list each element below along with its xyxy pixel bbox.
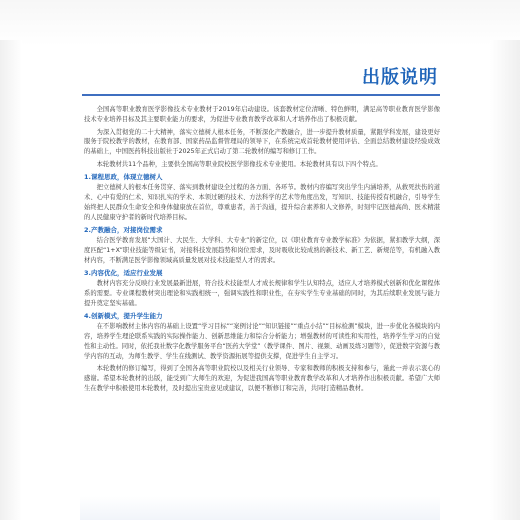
closing-paragraph: 本轮教材的修订编写，得到了全国各高等职业院校以及相关行业领导、专家和教师的积极支持和参与，谨此一并表示衷心的感谢。希望本轮教材的出版，能受到广大师生的欢迎，为促进我国高等职业教育教学改革和人才培养作出积极贡献。希望广大师生在教学中积极使用本轮教材，及时提出宝贵意见或建议，以便不断修订和完善，共同打造精品教材。	[84, 365, 440, 392]
section-paragraph: 把立德树人的根本任务贯穿、落实到教材建设全过程的各方面、各环节。教材内容编写突出学生内涵培养，从救死扶伤的道术、心中有爱的仁术、知识扎实的学术、本领过硬的技术、方法科学的艺术等角度出发，写知识、技能传授有机融合，引导学生始终把人民群众生命安全和身体健康放在首位，尊重患者，善于沟通，提升综合素养和人文修养，时刻牢记医德高尚、医术精湛的人民健康守护者的新时代培养目标。	[84, 184, 440, 221]
section-heading: 2.产教融合，对接岗位需求	[84, 225, 163, 234]
section-heading: 1.课程思政，体现立德树人	[84, 172, 163, 181]
intro-paragraph: 为深入贯彻党的二十大精神，落实立德树人根本任务，不断深化产教融合，进一步提升教材质量，紧跟学科发展，建设更好服务于院校教学的教材，在教育部、国家药品监督管理局的领导下，在系统完成首轮教材使用评估、全面总结教材建设经验成效的基础上，中国医药科技出版社于2025年正式启动了第二轮教材的编写和修订工作。	[84, 128, 440, 156]
section-heading: 4.创新模式，提升学生能力	[84, 311, 163, 320]
section-paragraph: 在不影响教材主体内容的基础上设置“学习目标”“案例讨论”“知识链接”“重点小结”“目标检测”模块，进一步优化各模块的内容，培养学生理论联系实践的实际操作能力、创新思维能力和综合分析能力；增强教材的可读性和实用性，培养学生学习的自觉性和主动性。同时，依托我社数字化教学服务平台“医药大学堂”（教学课件、图片、视频、动画及练习题等），促进数字资源与教学内容的互动，为师生教学、学生在线测试、教学资源拓展等提供支撑，促进学生自主学习。	[84, 323, 440, 360]
page-right-shading	[490, 40, 520, 520]
page-bottom-shading	[80, 496, 440, 520]
intro-paragraph: 全国高等职业教育医学影像技术专业教材于2019年启动建设。该套教材定位清晰、特色鲜明，满足高等职业教育医学影像技术专业培养目标及其主要职业能力的要求，为促进专业教育教学改革和人才培养作出了积极贡献。	[84, 106, 440, 123]
document-body	[84, 105, 440, 397]
title-divider	[82, 94, 440, 96]
page-title: 出版说明	[362, 67, 438, 88]
section-paragraph: 教材内容充分反映行业发展最新进展，符合技术技能型人才成长规律和学生认知特点，适应人才培养模式创新和优化课程体系的需要。专业课程教材突出理论和实践相统一，强调实践性和职业性，在夯实学生专业基础的同时，为其后续职业发展与能力提升奠定坚实基础。	[84, 280, 440, 307]
page-top-shading	[0, 0, 520, 46]
section-paragraph: 结合医学教育发展“大国计、大民生、大学科、大专业”的新定位，以《职业教育专业教学标准》为依据，紧扣教学大纲，深度匹配“1+X”职业技能等级证书，对接科技发展趋势和岗位需求，及时吸收比较成熟的新技术、新工艺、新规范等，有机融入教材内容，不断满足医学影像领域高质量发展对技术技能型人才的需求。	[84, 237, 440, 264]
page-left-shading	[0, 40, 22, 520]
section-heading: 3.内容优化，适应行业发展	[84, 268, 163, 277]
intro-paragraph: 本轮教材共11个品种，主要供全国高等职业院校医学影像技术专业使用。本轮教材具有以下四个特点。	[96, 160, 382, 168]
